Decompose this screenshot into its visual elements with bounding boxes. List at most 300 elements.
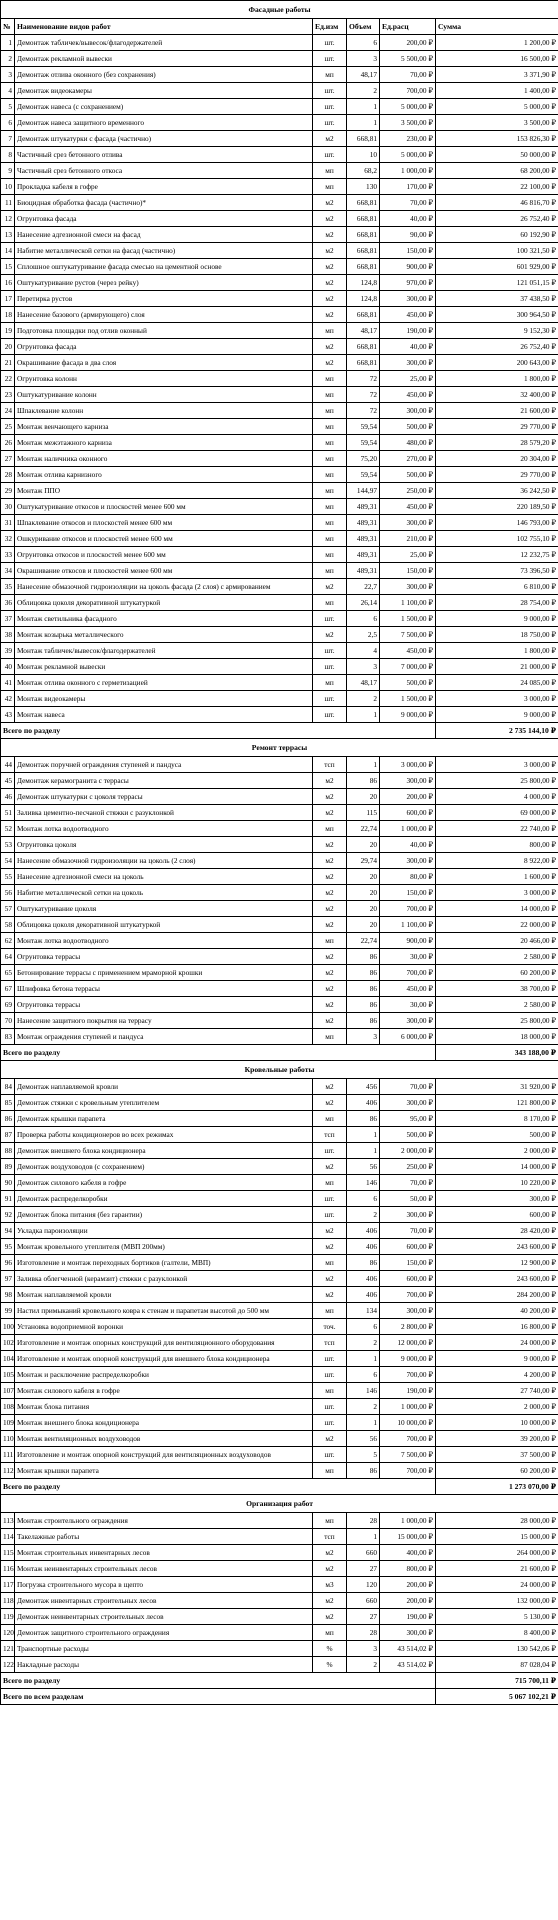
cell-amount: 800,00 ₽ <box>436 837 558 853</box>
cell-amount: 20 304,00 ₽ <box>436 451 558 467</box>
cell-unit-price: 300,00 ₽ <box>380 1625 436 1641</box>
cell-amount: 68 200,00 ₽ <box>436 163 558 179</box>
cell-unit-price: 800,00 ₽ <box>380 1561 436 1577</box>
cell-amount: 132 000,00 ₽ <box>436 1593 558 1609</box>
cell-work-name: Демонтаж воздуховодов (с сохранением) <box>15 1159 313 1175</box>
cell-unit-price: 700,00 ₽ <box>380 83 436 99</box>
cell-work-name: Бетонирование террасы с применением мраморной крошки <box>15 965 313 981</box>
cell-row-number: 45 <box>1 773 15 789</box>
table-row <box>1 403 558 419</box>
cell-quantity: 2 <box>347 1335 380 1351</box>
cell-work-name: Монтаж внешнего блока кондиционера <box>15 1415 313 1431</box>
cell-work-name: Монтаж межэтажного карниза <box>15 435 313 451</box>
cell-unit: м2 <box>313 1287 347 1303</box>
cell-amount: 3 000,00 ₽ <box>436 691 558 707</box>
cell-amount: 601 929,00 ₽ <box>436 259 558 275</box>
cell-unit-price: 150,00 ₽ <box>380 563 436 579</box>
cell-unit: мп <box>313 483 347 499</box>
table-row <box>1 1577 558 1593</box>
cell-unit-price: 70,00 ₽ <box>380 195 436 211</box>
cell-amount: 31 920,00 ₽ <box>436 1079 558 1095</box>
table-row <box>1 531 558 547</box>
cell-amount: 102 755,10 ₽ <box>436 531 558 547</box>
cell-unit-price: 70,00 ₽ <box>380 67 436 83</box>
cell-quantity: 6 <box>347 1191 380 1207</box>
cell-work-name: Оштукатуривание рустов (через рейку) <box>15 275 313 291</box>
table-row <box>1 1561 558 1577</box>
table-row <box>1 933 558 949</box>
cell-unit: шт. <box>313 99 347 115</box>
cell-row-number: 31 <box>1 515 15 531</box>
section-title-row <box>1 1 558 19</box>
cell-row-number: 33 <box>1 547 15 563</box>
cell-work-name: Сплошное оштукатуривание фасада смесью на цементной основе <box>15 259 313 275</box>
cell-unit: м2 <box>313 837 347 853</box>
table-row <box>1 1463 558 1479</box>
table-row <box>1 965 558 981</box>
cell-unit-price: 30,00 ₽ <box>380 997 436 1013</box>
cell-unit-price: 90,00 ₽ <box>380 227 436 243</box>
cell-quantity: 22,74 <box>347 933 380 949</box>
cell-unit-price: 25,00 ₽ <box>380 547 436 563</box>
cell-work-name: Такелажные работы <box>15 1529 313 1545</box>
cell-row-number: 14 <box>1 243 15 259</box>
cell-quantity: 72 <box>347 387 380 403</box>
cell-unit: % <box>313 1657 347 1673</box>
cell-amount: 28 579,20 ₽ <box>436 435 558 451</box>
cell-amount: 100 321,50 ₽ <box>436 243 558 259</box>
cell-unit: м2 <box>313 997 347 1013</box>
cell-quantity: 124,8 <box>347 291 380 307</box>
cell-unit-price: 300,00 ₽ <box>380 1013 436 1029</box>
cell-row-number: 56 <box>1 885 15 901</box>
cell-unit: мп <box>313 419 347 435</box>
cell-work-name: Набитие металлической сетки на цоколь <box>15 885 313 901</box>
cell-row-number: 102 <box>1 1335 15 1351</box>
table-row <box>1 1657 558 1673</box>
cell-amount: 2 580,00 ₽ <box>436 949 558 965</box>
cell-unit-price: 210,00 ₽ <box>380 531 436 547</box>
cell-quantity: 86 <box>347 1463 380 1479</box>
cell-unit-price: 200,00 ₽ <box>380 789 436 805</box>
cell-amount: 26 752,40 ₽ <box>436 339 558 355</box>
cell-unit: м2 <box>313 579 347 595</box>
estimate-table-body <box>1 1 558 1705</box>
cell-unit: шт. <box>313 707 347 723</box>
cell-amount: 27 740,00 ₽ <box>436 1383 558 1399</box>
section-title: Ремонт террасы <box>1 739 558 757</box>
cell-unit: м2 <box>313 1239 347 1255</box>
section-total-row-label: Всего по разделу <box>1 1045 436 1061</box>
cell-unit: мп <box>313 435 347 451</box>
cell-work-name: Шлифовка бетона террасы <box>15 981 313 997</box>
cell-amount: 37 438,50 ₽ <box>436 291 558 307</box>
cell-unit-price: 270,00 ₽ <box>380 451 436 467</box>
cell-quantity: 406 <box>347 1239 380 1255</box>
cell-quantity: 1 <box>347 1529 380 1545</box>
cell-quantity: 2 <box>347 1399 380 1415</box>
cell-unit: м2 <box>313 885 347 901</box>
cell-quantity: 20 <box>347 869 380 885</box>
cell-row-number: 64 <box>1 949 15 965</box>
cell-work-name: Огрунтовка фасада <box>15 339 313 355</box>
cell-unit: шт. <box>313 1415 347 1431</box>
cell-quantity: 4 <box>347 643 380 659</box>
cell-work-name: Оштукатуривание цоколя <box>15 901 313 917</box>
cell-unit-price: 300,00 ₽ <box>380 579 436 595</box>
cell-row-number: 105 <box>1 1367 15 1383</box>
cell-unit-price: 95,00 ₽ <box>380 1111 436 1127</box>
cell-amount: 24 000,00 ₽ <box>436 1577 558 1593</box>
table-row <box>1 131 558 147</box>
cell-unit-price: 3 000,00 ₽ <box>380 757 436 773</box>
cell-row-number: 40 <box>1 659 15 675</box>
cell-unit-price: 150,00 ₽ <box>380 243 436 259</box>
cell-quantity: 2 <box>347 83 380 99</box>
cell-row-number: 18 <box>1 307 15 323</box>
cell-work-name: Монтаж наличника оконного <box>15 451 313 467</box>
cell-quantity: 28 <box>347 1625 380 1641</box>
table-row <box>1 949 558 965</box>
cell-amount: 16 800,00 ₽ <box>436 1319 558 1335</box>
cell-row-number: 12 <box>1 211 15 227</box>
cell-row-number: 99 <box>1 1303 15 1319</box>
cell-row-number: 52 <box>1 821 15 837</box>
cell-unit-price: 43 514,02 ₽ <box>380 1657 436 1673</box>
cell-unit-price: 70,00 ₽ <box>380 1223 436 1239</box>
cell-unit-price: 500,00 ₽ <box>380 675 436 691</box>
cell-unit-price: 500,00 ₽ <box>380 419 436 435</box>
table-row <box>1 1383 558 1399</box>
cell-work-name: Проверка работы кондиционеров во всех режимах <box>15 1127 313 1143</box>
table-row <box>1 1545 558 1561</box>
cell-unit: мп <box>313 595 347 611</box>
cell-unit-price: 50,00 ₽ <box>380 1191 436 1207</box>
table-row <box>1 1271 558 1287</box>
section-title: Кровельные работы <box>1 1061 558 1079</box>
cell-unit-price: 500,00 ₽ <box>380 467 436 483</box>
cell-row-number: 23 <box>1 387 15 403</box>
cell-amount: 24 085,00 ₽ <box>436 675 558 691</box>
cell-unit-price: 1 000,00 ₽ <box>380 163 436 179</box>
cell-row-number: 54 <box>1 853 15 869</box>
cell-row-number: 55 <box>1 869 15 885</box>
table-row <box>1 789 558 805</box>
table-row <box>1 773 558 789</box>
column-header-row <box>1 19 558 35</box>
cell-quantity: 86 <box>347 997 380 1013</box>
cell-amount: 121 051,15 ₽ <box>436 275 558 291</box>
cell-row-number: 1 <box>1 35 15 51</box>
table-row <box>1 1447 558 1463</box>
cell-quantity: 489,31 <box>347 515 380 531</box>
cell-row-number: 42 <box>1 691 15 707</box>
cell-work-name: Демонтаж крышки парапета <box>15 1111 313 1127</box>
cell-work-name: Демонтаж поручней ограждения ступеней и пандуса <box>15 757 313 773</box>
cell-quantity: 6 <box>347 1319 380 1335</box>
cell-work-name: Демонтаж видеокамеры <box>15 83 313 99</box>
cell-unit: мп <box>313 1029 347 1045</box>
cell-unit-price: 900,00 ₽ <box>380 259 436 275</box>
cell-row-number: 86 <box>1 1111 15 1127</box>
cell-unit: шт. <box>313 643 347 659</box>
cell-work-name: Набитие металлической сетки на фасад (частично) <box>15 243 313 259</box>
column-header-price: Ед.расц <box>380 19 436 35</box>
cell-unit: мп <box>313 1303 347 1319</box>
cell-unit-price: 15 000,00 ₽ <box>380 1529 436 1545</box>
cell-row-number: 121 <box>1 1641 15 1657</box>
cell-unit-price: 700,00 ₽ <box>380 901 436 917</box>
cell-work-name: Транспортные расходы <box>15 1641 313 1657</box>
cell-work-name: Монтаж блока питания <box>15 1399 313 1415</box>
cell-quantity: 406 <box>347 1223 380 1239</box>
table-row <box>1 1287 558 1303</box>
cell-unit: тсп <box>313 1127 347 1143</box>
cell-quantity: 130 <box>347 179 380 195</box>
cell-unit-price: 400,00 ₽ <box>380 1545 436 1561</box>
cell-work-name: Огрунтовка фасада <box>15 211 313 227</box>
grand-total-row-label: Всего по всем разделам <box>1 1689 436 1705</box>
cell-row-number: 89 <box>1 1159 15 1175</box>
cell-unit-price: 300,00 ₽ <box>380 1095 436 1111</box>
cell-amount: 60 200,00 ₽ <box>436 1463 558 1479</box>
cell-quantity: 48,17 <box>347 67 380 83</box>
cell-row-number: 118 <box>1 1593 15 1609</box>
cell-unit-price: 70,00 ₽ <box>380 1175 436 1191</box>
cell-row-number: 95 <box>1 1239 15 1255</box>
cell-quantity: 86 <box>347 1013 380 1029</box>
cell-unit: м2 <box>313 1223 347 1239</box>
cell-unit: м2 <box>313 981 347 997</box>
cell-row-number: 43 <box>1 707 15 723</box>
cell-unit: м2 <box>313 259 347 275</box>
cell-unit: мп <box>313 563 347 579</box>
cell-row-number: 44 <box>1 757 15 773</box>
cell-work-name: Монтаж отлива оконного с герметизацией <box>15 675 313 691</box>
table-row <box>1 1255 558 1271</box>
cell-unit: м2 <box>313 949 347 965</box>
cell-work-name: Заливка цементно-песчаной стяжки с разуклонкой <box>15 805 313 821</box>
table-row <box>1 259 558 275</box>
cell-work-name: Нанесение защитного покрытия на террасу <box>15 1013 313 1029</box>
cell-row-number: 6 <box>1 115 15 131</box>
table-row <box>1 387 558 403</box>
cell-unit-price: 300,00 ₽ <box>380 853 436 869</box>
table-row <box>1 355 558 371</box>
cell-amount: 18 000,00 ₽ <box>436 1029 558 1045</box>
cell-unit: м2 <box>313 917 347 933</box>
table-row <box>1 1529 558 1545</box>
cell-row-number: 98 <box>1 1287 15 1303</box>
cell-quantity: 660 <box>347 1545 380 1561</box>
cell-work-name: Демонтаж навеса защитного временного <box>15 115 313 131</box>
cell-quantity: 1 <box>347 757 380 773</box>
cell-unit-price: 450,00 ₽ <box>380 387 436 403</box>
table-row <box>1 1143 558 1159</box>
cell-amount: 87 028,04 ₽ <box>436 1657 558 1673</box>
cell-row-number: 107 <box>1 1383 15 1399</box>
cell-unit: мп <box>313 499 347 515</box>
cell-unit: мп <box>313 1383 347 1399</box>
cell-quantity: 668,81 <box>347 339 380 355</box>
table-row <box>1 147 558 163</box>
cell-unit: мп <box>313 323 347 339</box>
cell-amount: 28 420,00 ₽ <box>436 1223 558 1239</box>
cell-row-number: 109 <box>1 1415 15 1431</box>
cell-unit: тсп <box>313 757 347 773</box>
cell-work-name: Ошкуривание откосов и плоскостей менее 600 мм <box>15 531 313 547</box>
table-row <box>1 1191 558 1207</box>
table-row <box>1 115 558 131</box>
cell-quantity: 59,54 <box>347 419 380 435</box>
table-row <box>1 499 558 515</box>
table-row <box>1 1335 558 1351</box>
cell-quantity: 56 <box>347 1159 380 1175</box>
cell-work-name: Монтаж крышки парапета <box>15 1463 313 1479</box>
cell-amount: 6 810,00 ₽ <box>436 579 558 595</box>
cell-amount: 146 793,00 ₽ <box>436 515 558 531</box>
table-row <box>1 323 558 339</box>
cell-work-name: Огрунтовка колонн <box>15 371 313 387</box>
cell-work-name: Изготовление и монтаж опорной конструкций для вентиляционных воздуховодов <box>15 1447 313 1463</box>
cell-row-number: 30 <box>1 499 15 515</box>
cell-unit: м2 <box>313 227 347 243</box>
cell-unit-price: 500,00 ₽ <box>380 1127 436 1143</box>
cell-quantity: 1 <box>347 1351 380 1367</box>
cell-work-name: Демонтаж штукатурки с цоколя террасы <box>15 789 313 805</box>
cell-unit-price: 700,00 ₽ <box>380 1367 436 1383</box>
cell-amount: 38 700,00 ₽ <box>436 981 558 997</box>
cell-quantity: 6 <box>347 35 380 51</box>
table-row <box>1 885 558 901</box>
cell-row-number: 46 <box>1 789 15 805</box>
cell-unit: м2 <box>313 243 347 259</box>
cell-amount: 32 400,00 ₽ <box>436 387 558 403</box>
cell-unit-price: 6 000,00 ₽ <box>380 1029 436 1045</box>
section-total-row-label: Всего по разделу <box>1 1673 436 1689</box>
cell-unit-price: 900,00 ₽ <box>380 933 436 949</box>
cell-quantity: 28 <box>347 1513 380 1529</box>
cell-amount: 14 000,00 ₽ <box>436 901 558 917</box>
cell-quantity: 86 <box>347 981 380 997</box>
cell-row-number: 57 <box>1 901 15 917</box>
section-title-row <box>1 1495 558 1513</box>
cell-work-name: Заливка облегченной (керамзит) стяжки с разуклонкой <box>15 1271 313 1287</box>
cell-unit-price: 1 000,00 ₽ <box>380 1513 436 1529</box>
cell-quantity: 26,14 <box>347 595 380 611</box>
cell-work-name: Демонтаж внешнего блока кондиционера <box>15 1143 313 1159</box>
cell-work-name: Огрунтовка откосов и плоскостей менее 600 мм <box>15 547 313 563</box>
table-row <box>1 1415 558 1431</box>
table-row <box>1 371 558 387</box>
cell-row-number: 122 <box>1 1657 15 1673</box>
cell-unit-price: 70,00 ₽ <box>380 1079 436 1095</box>
cell-row-number: 117 <box>1 1577 15 1593</box>
table-row <box>1 659 558 675</box>
cell-amount: 73 396,50 ₽ <box>436 563 558 579</box>
column-header-qty: Объем <box>347 19 380 35</box>
cell-amount: 300,00 ₽ <box>436 1191 558 1207</box>
cell-unit: шт. <box>313 35 347 51</box>
cell-row-number: 9 <box>1 163 15 179</box>
cell-work-name: Демонтаж отлива оконного (без сохранения) <box>15 67 313 83</box>
cell-amount: 1 400,00 ₽ <box>436 83 558 99</box>
cell-row-number: 115 <box>1 1545 15 1561</box>
table-row <box>1 837 558 853</box>
cell-row-number: 16 <box>1 275 15 291</box>
cell-quantity: 86 <box>347 773 380 789</box>
cell-quantity: 20 <box>347 901 380 917</box>
cell-quantity: 489,31 <box>347 563 380 579</box>
cell-unit: м3 <box>313 1577 347 1593</box>
table-row <box>1 1127 558 1143</box>
cell-unit: мп <box>313 67 347 83</box>
table-row <box>1 99 558 115</box>
cell-quantity: 56 <box>347 1431 380 1447</box>
cell-work-name: Частичный срез бетонного откоса <box>15 163 313 179</box>
cell-amount: 22 100,00 ₽ <box>436 179 558 195</box>
cell-unit: мп <box>313 387 347 403</box>
column-header-num: № <box>1 19 15 35</box>
cell-row-number: 32 <box>1 531 15 547</box>
cell-amount: 5 130,00 ₽ <box>436 1609 558 1625</box>
cell-quantity: 668,81 <box>347 131 380 147</box>
cell-unit: мп <box>313 675 347 691</box>
table-row <box>1 821 558 837</box>
cell-quantity: 489,31 <box>347 547 380 563</box>
cell-row-number: 87 <box>1 1127 15 1143</box>
table-row <box>1 675 558 691</box>
cell-unit: мп <box>313 403 347 419</box>
cell-unit: м2 <box>313 195 347 211</box>
cell-row-number: 113 <box>1 1513 15 1529</box>
cell-quantity: 668,81 <box>347 307 380 323</box>
cell-quantity: 668,81 <box>347 355 380 371</box>
cell-unit-price: 80,00 ₽ <box>380 869 436 885</box>
cell-unit: мп <box>313 179 347 195</box>
cell-unit: м2 <box>313 1609 347 1625</box>
cell-quantity: 20 <box>347 789 380 805</box>
cell-work-name: Монтаж вентиляционных воздуховодов <box>15 1431 313 1447</box>
cell-unit: шт. <box>313 1143 347 1159</box>
cell-unit: м2 <box>313 1545 347 1561</box>
cell-unit: шт. <box>313 1207 347 1223</box>
cell-unit: м2 <box>313 131 347 147</box>
cell-row-number: 120 <box>1 1625 15 1641</box>
cell-unit: мп <box>313 933 347 949</box>
cell-unit: м2 <box>313 1561 347 1577</box>
cell-row-number: 29 <box>1 483 15 499</box>
cell-work-name: Перетирка рустов <box>15 291 313 307</box>
cell-unit: м2 <box>313 1079 347 1095</box>
cell-unit-price: 300,00 ₽ <box>380 515 436 531</box>
cell-amount: 22 000,00 ₽ <box>436 917 558 933</box>
cell-unit: шт. <box>313 147 347 163</box>
cell-unit-price: 150,00 ₽ <box>380 1255 436 1271</box>
cell-work-name: Огрунтовка цоколя <box>15 837 313 853</box>
cell-row-number: 38 <box>1 627 15 643</box>
cell-amount: 12 232,75 ₽ <box>436 547 558 563</box>
cell-amount: 18 750,00 ₽ <box>436 627 558 643</box>
cell-row-number: 2 <box>1 51 15 67</box>
cell-work-name: Монтаж светильника фасадного <box>15 611 313 627</box>
table-row <box>1 515 558 531</box>
table-row <box>1 1029 558 1045</box>
cell-work-name: Монтаж строительных инвентарных лесов <box>15 1545 313 1561</box>
cell-quantity: 134 <box>347 1303 380 1319</box>
cell-row-number: 92 <box>1 1207 15 1223</box>
cell-unit: м2 <box>313 211 347 227</box>
